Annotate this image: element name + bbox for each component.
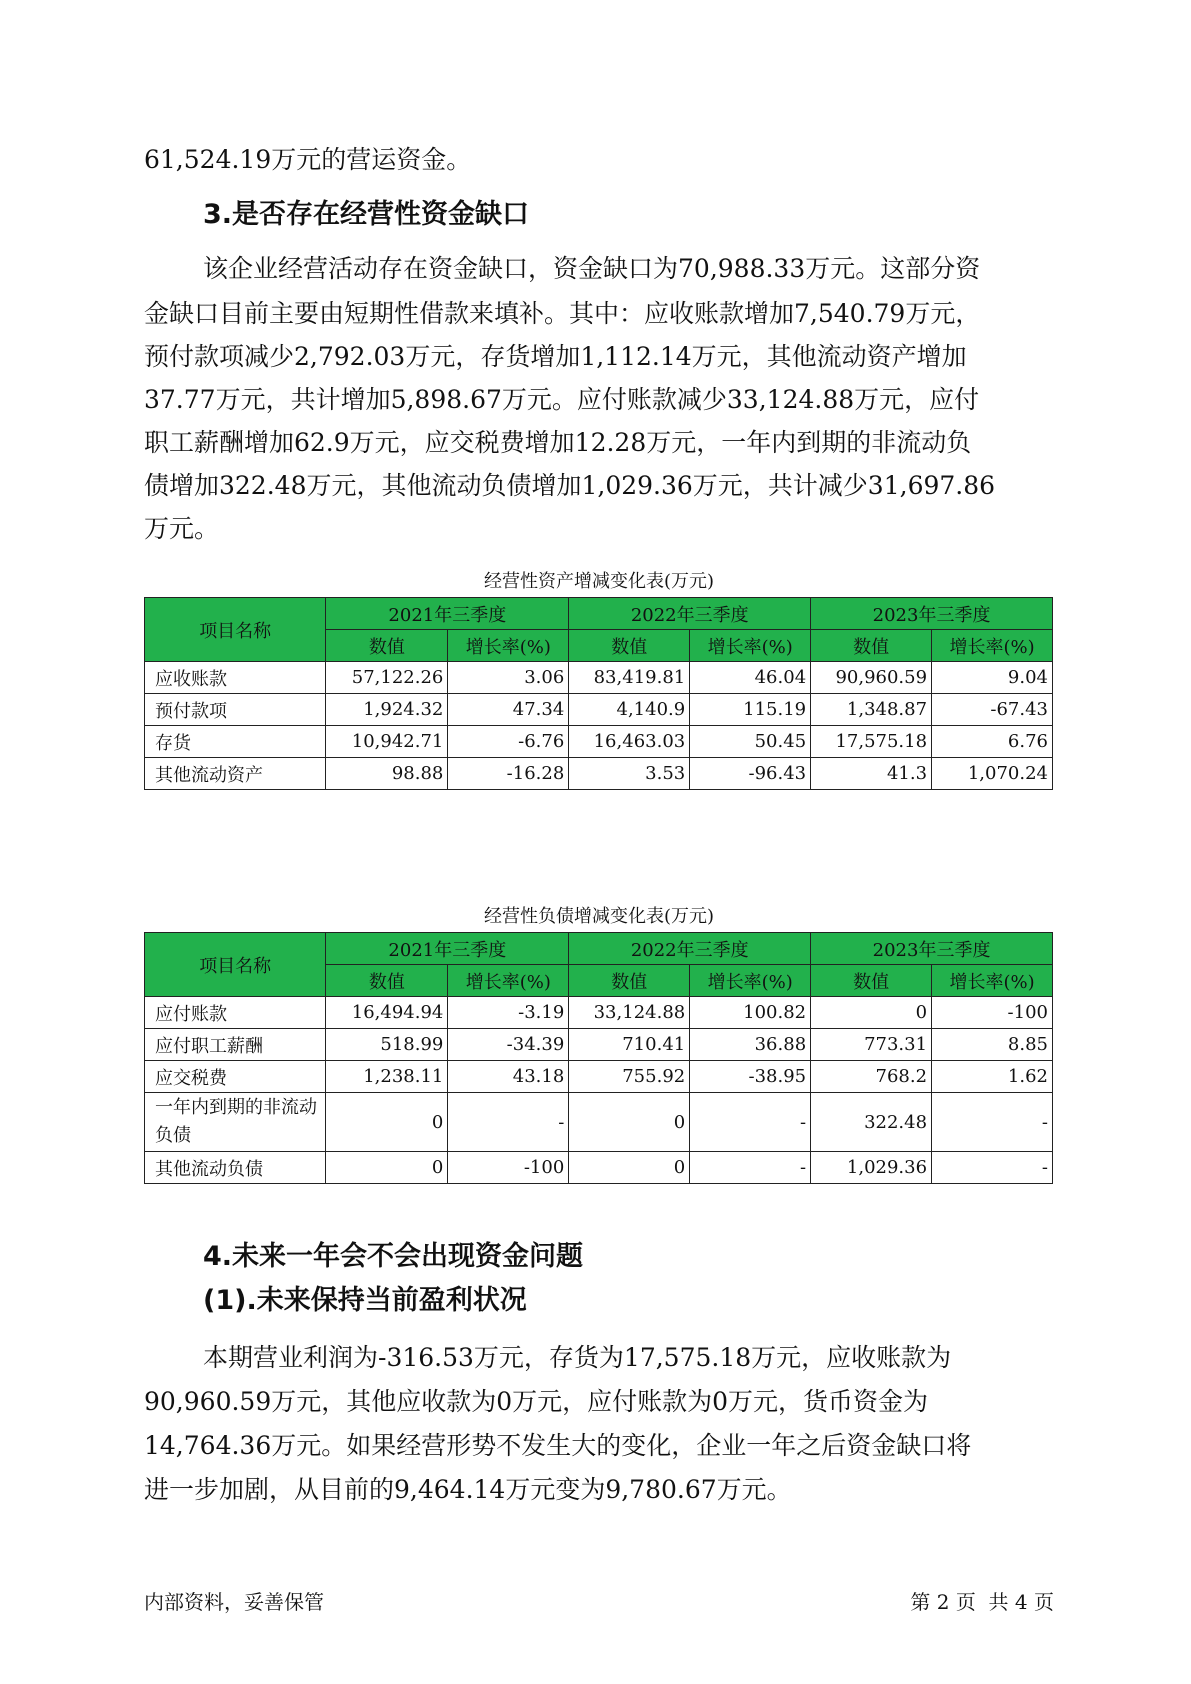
cell-value: 16,463.03 xyxy=(569,726,690,758)
table-row xyxy=(145,694,1053,726)
header-growth: 增长率(%) xyxy=(690,630,811,662)
paragraph-line: 债增加322.48万元，其他流动负债增加1,029.36万元，共计减少31,697.86 xyxy=(144,471,996,500)
header-value: 数值 xyxy=(569,630,690,662)
paragraph-line: 本期营业利润为-316.53万元，存货为17,575.18万元，应收账款为 xyxy=(203,1343,952,1372)
cell-value: 1,348.87 xyxy=(811,694,932,726)
header-period: 2021年三季度 xyxy=(326,598,569,630)
cell-value: 0 xyxy=(569,1152,690,1184)
cell-value: 4,140.9 xyxy=(569,694,690,726)
row-label: 应收账款 xyxy=(145,662,326,694)
header-value: 数值 xyxy=(811,630,932,662)
header-growth: 增长率(%) xyxy=(690,965,811,997)
cell-value: 518.99 xyxy=(326,1029,448,1061)
paragraph-line: 该企业经营活动存在资金缺口，资金缺口为70,988.33万元。这部分资 xyxy=(203,254,981,283)
cell-value: 1,238.11 xyxy=(326,1061,448,1093)
table-row xyxy=(145,1029,1053,1061)
header-growth: 增长率(%) xyxy=(448,965,569,997)
cell-value: 0 xyxy=(569,1093,690,1152)
table-row xyxy=(145,662,1053,694)
cell-growth: 9.04 xyxy=(932,662,1053,694)
cell-growth: 115.19 xyxy=(690,694,811,726)
cell-growth: 43.18 xyxy=(448,1061,569,1093)
paragraph-line: 37.77万元，共计增加5,898.67万元。应付账款减少33,124.88万元，应付 xyxy=(144,385,980,414)
cell-value: 83,419.81 xyxy=(569,662,690,694)
row-label: 应付账款 xyxy=(145,997,326,1029)
table-row xyxy=(145,758,1053,790)
subsection-heading: (1).未来保持当前盈利状况 xyxy=(203,1285,527,1316)
cell-growth: -6.76 xyxy=(448,726,569,758)
header-period: 2023年三季度 xyxy=(811,933,1053,965)
cell-value: 0 xyxy=(326,1152,448,1184)
cell-growth: -100 xyxy=(448,1152,569,1184)
cell-growth: 1,070.24 xyxy=(932,758,1053,790)
paragraph-line: 61,524.19万元的营运资金。 xyxy=(144,145,472,174)
header-period: 2021年三季度 xyxy=(326,933,569,965)
row-label: 应付职工薪酬 xyxy=(145,1029,326,1061)
header-item-name: 项目名称 xyxy=(145,933,326,997)
cell-growth: 46.04 xyxy=(690,662,811,694)
header-period: 2022年三季度 xyxy=(569,933,811,965)
footer-confidential-note: 内部资料，妥善保管 xyxy=(144,1590,324,1614)
cell-growth: -100 xyxy=(932,997,1053,1029)
table-caption: 经营性负债增减变化表(万元) xyxy=(483,906,715,927)
cell-growth: - xyxy=(448,1093,569,1152)
cell-growth: - xyxy=(932,1152,1053,1184)
header-value: 数值 xyxy=(569,965,690,997)
asset-change-table xyxy=(144,597,1053,790)
cell-growth: -38.95 xyxy=(690,1061,811,1093)
cell-growth: - xyxy=(932,1093,1053,1152)
header-growth: 增长率(%) xyxy=(932,965,1053,997)
cell-growth: 1.62 xyxy=(932,1061,1053,1093)
cell-growth: 6.76 xyxy=(932,726,1053,758)
paragraph-line: 90,960.59万元，其他应收款为0万元，应付账款为0万元，货币资金为 xyxy=(144,1387,929,1416)
cell-value: 0 xyxy=(811,997,932,1029)
section-heading-4: 4.未来一年会不会出现资金问题 xyxy=(203,1241,584,1272)
table-row xyxy=(145,1093,1053,1152)
header-value: 数值 xyxy=(811,965,932,997)
cell-growth: 3.06 xyxy=(448,662,569,694)
row-label: 应交税费 xyxy=(145,1061,326,1093)
table-row xyxy=(145,1061,1053,1093)
paragraph-line: 14,764.36万元。如果经营形势不发生大的变化，企业一年之后资金缺口将 xyxy=(144,1431,972,1460)
cell-growth: 8.85 xyxy=(932,1029,1053,1061)
cell-value: 10,942.71 xyxy=(326,726,448,758)
section-heading-3: 3.是否存在经营性资金缺口 xyxy=(203,199,530,230)
header-item-name: 项目名称 xyxy=(145,598,326,662)
cell-growth: -3.19 xyxy=(448,997,569,1029)
cell-value: 3.53 xyxy=(569,758,690,790)
paragraph-line: 预付款项减少2,792.03万元，存货增加1,112.14万元，其他流动资产增加 xyxy=(144,342,967,371)
row-label: 一年内到期的非流动负债 xyxy=(145,1093,326,1152)
header-period: 2023年三季度 xyxy=(811,598,1053,630)
cell-growth: 47.34 xyxy=(448,694,569,726)
cell-value: 16,494.94 xyxy=(326,997,448,1029)
header-period: 2022年三季度 xyxy=(569,598,811,630)
footer-page-number: 第 2 页 共 4 页 xyxy=(910,1590,1054,1614)
paragraph-line: 金缺口目前主要由短期性借款来填补。其中：应收账款增加7,540.79万元， xyxy=(144,299,981,328)
cell-value: 773.31 xyxy=(811,1029,932,1061)
cell-value: 17,575.18 xyxy=(811,726,932,758)
cell-growth: 50.45 xyxy=(690,726,811,758)
paragraph-line: 进一步加剧，从目前的9,464.14万元变为9,780.67万元。 xyxy=(144,1475,792,1504)
cell-value: 90,960.59 xyxy=(811,662,932,694)
cell-value: 98.88 xyxy=(326,758,448,790)
paragraph-line: 职工薪酬增加62.9万元，应交税费增加12.28万元，一年内到期的非流动负 xyxy=(144,428,972,457)
table-row xyxy=(145,726,1053,758)
cell-value: 57,122.26 xyxy=(326,662,448,694)
cell-growth: - xyxy=(690,1093,811,1152)
header-growth: 增长率(%) xyxy=(448,630,569,662)
cell-value: 41.3 xyxy=(811,758,932,790)
header-value: 数值 xyxy=(326,965,448,997)
row-label: 其他流动负债 xyxy=(145,1152,326,1184)
cell-growth: -96.43 xyxy=(690,758,811,790)
paragraph-line: 万元。 xyxy=(144,514,220,543)
cell-value: 710.41 xyxy=(569,1029,690,1061)
cell-growth: - xyxy=(690,1152,811,1184)
cell-growth: 100.82 xyxy=(690,997,811,1029)
row-label: 存货 xyxy=(145,726,326,758)
liability-change-table xyxy=(144,932,1053,1184)
cell-growth: 36.88 xyxy=(690,1029,811,1061)
cell-growth: -16.28 xyxy=(448,758,569,790)
cell-value: 1,924.32 xyxy=(326,694,448,726)
header-value: 数值 xyxy=(326,630,448,662)
cell-value: 33,124.88 xyxy=(569,997,690,1029)
cell-growth: -34.39 xyxy=(448,1029,569,1061)
table-row xyxy=(145,997,1053,1029)
row-label: 其他流动资产 xyxy=(145,758,326,790)
cell-value: 322.48 xyxy=(811,1093,932,1152)
cell-value: 768.2 xyxy=(811,1061,932,1093)
table-caption: 经营性资产增减变化表(万元) xyxy=(483,571,715,592)
table-row xyxy=(145,1152,1053,1184)
cell-value: 1,029.36 xyxy=(811,1152,932,1184)
cell-value: 0 xyxy=(326,1093,448,1152)
header-growth: 增长率(%) xyxy=(932,630,1053,662)
cell-growth: -67.43 xyxy=(932,694,1053,726)
cell-value: 755.92 xyxy=(569,1061,690,1093)
row-label: 预付款项 xyxy=(145,694,326,726)
